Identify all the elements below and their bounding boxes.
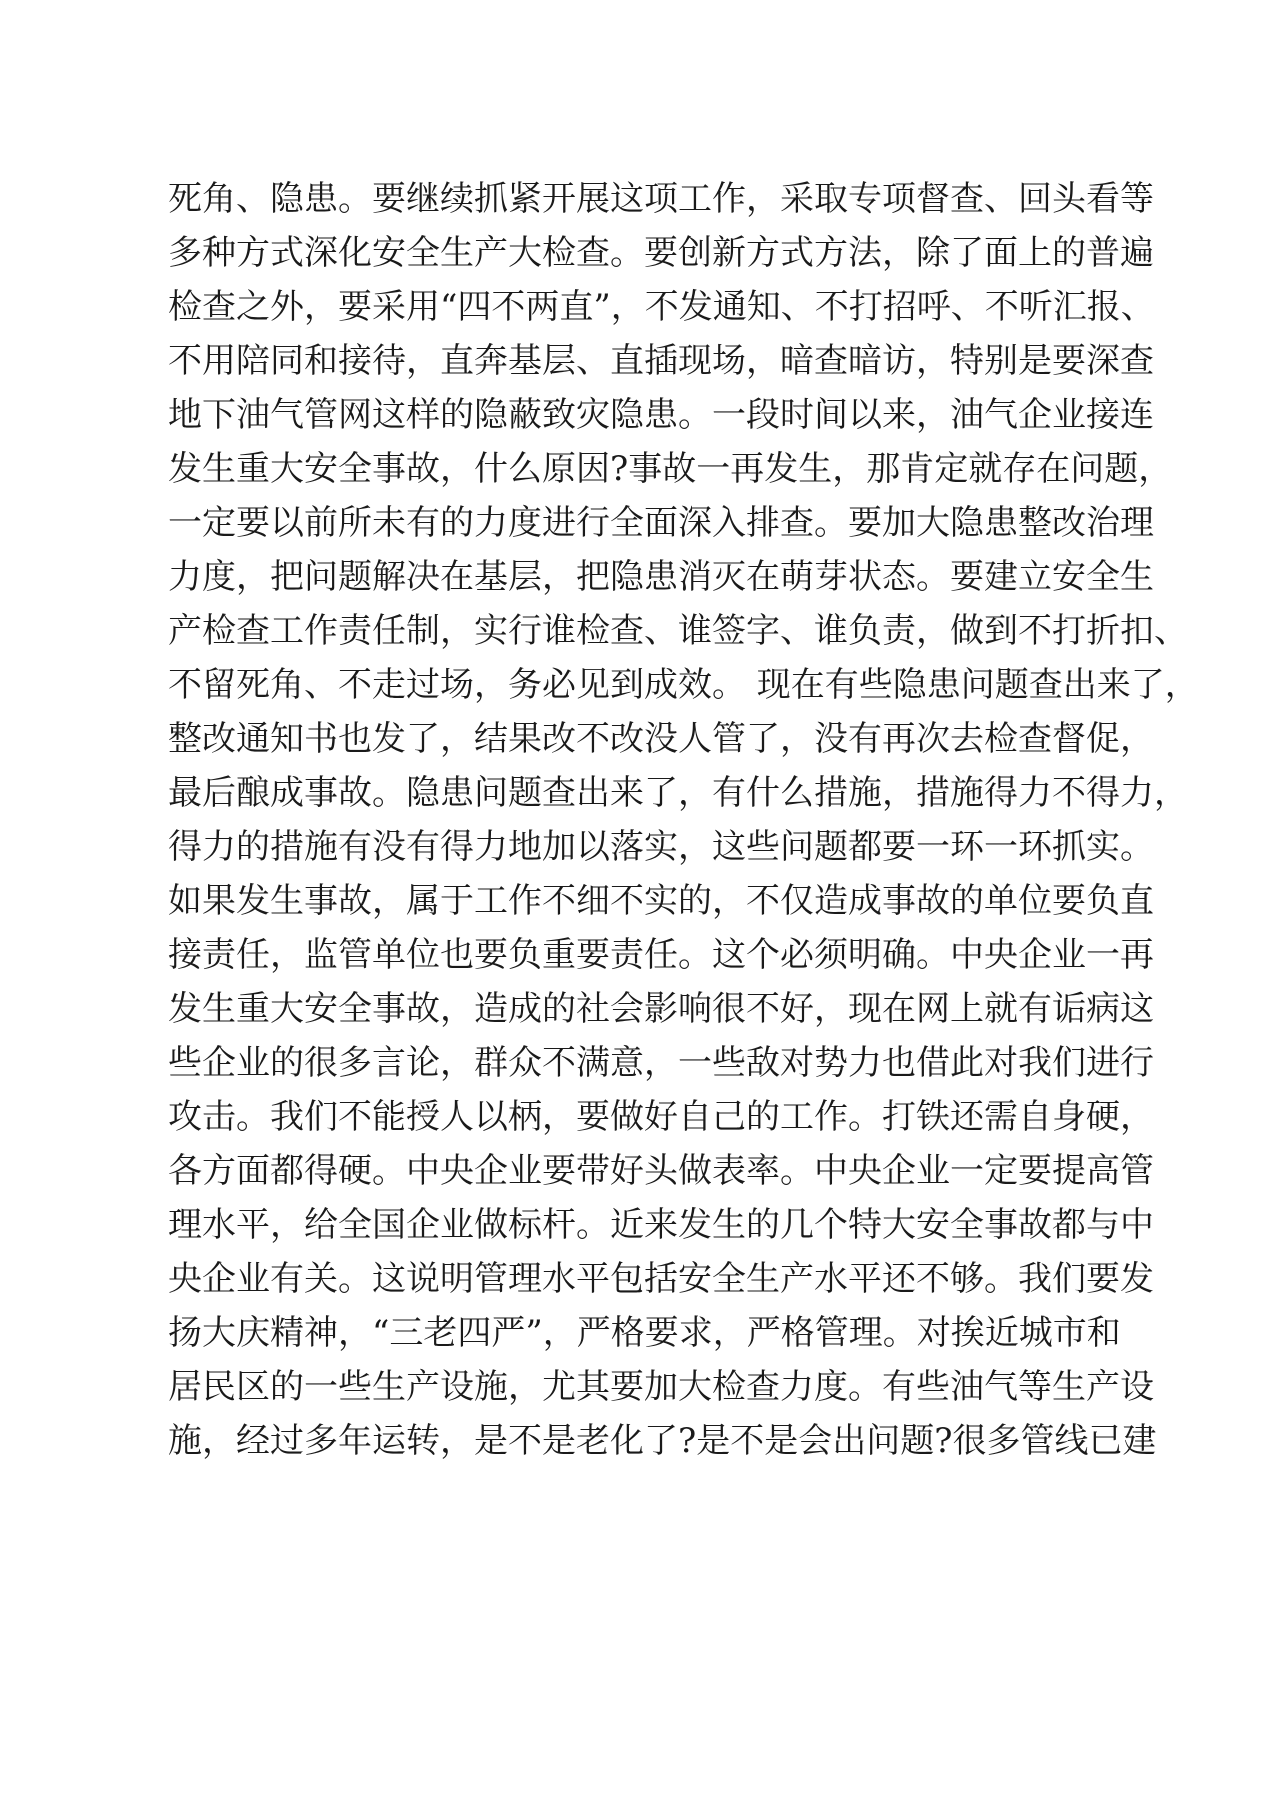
text-line: 些企业的很多言论，群众不满意，一些敌对势力也借此对我们进行: [168, 1043, 1154, 1083]
text-line: 接责任，监管单位也要负重要责任。这个必须明确。中央企业一再: [168, 935, 1154, 975]
text-line: 不留死角、不走过场，务必见到成效。 现在有些隐患问题查出来了，: [168, 665, 1199, 705]
text-line: 央企业有关。这说明管理水平包括安全生产水平还不够。我们要发: [168, 1259, 1154, 1299]
text-line: 多种方式深化安全生产大检查。要创新方式方法，除了面上的普遍: [168, 233, 1154, 273]
text-line: 不用陪同和接待，直奔基层、直插现场，暗查暗访，特别是要深查: [168, 341, 1154, 381]
text-line: 扬大庆精神，“三老四严”，严格要求，严格管理。对挨近城市和: [168, 1313, 1121, 1353]
text-line: 居民区的一些生产设施，尤其要加大检查力度。有些油气等生产设: [168, 1367, 1154, 1407]
text-line: 死角、隐患。要继续抓紧开展这项工作，采取专项督查、回头看等: [168, 179, 1154, 219]
text-line: 最后酿成事故。隐患问题查出来了，有什么措施，措施得力不得力，: [168, 773, 1188, 813]
text-line: 地下油气管网这样的隐蔽致灾隐患。一段时间以来，油气企业接连: [168, 395, 1154, 435]
text-line: 如果发生事故，属于工作不细不实的，不仅造成事故的单位要负直: [168, 881, 1154, 921]
text-line: 一定要以前所未有的力度进行全面深入排查。要加大隐患整改治理: [168, 503, 1154, 543]
text-line: 整改通知书也发了，结果改不改没人管了，没有再次去检查督促，: [168, 719, 1154, 759]
text-line: 攻击。我们不能授人以柄，要做好自己的工作。打铁还需自身硬，: [168, 1097, 1154, 1137]
text-line: 施，经过多年运转，是不是老化了?是不是会出问题?很多管线已建: [168, 1421, 1157, 1461]
text-line: 检查之外，要采用“四不两直”，不发通知、不打招呼、不听汇报、: [168, 287, 1155, 327]
body-text: [168, 172, 1199, 1468]
text-line: 得力的措施有没有得力地加以落实，这些问题都要一环一环抓实。: [168, 827, 1154, 867]
text-line: 理水平，给全国企业做标杆。近来发生的几个特大安全事故都与中: [168, 1205, 1154, 1245]
text-line: 各方面都得硬。中央企业要带好头做表率。中央企业一定要提高管: [168, 1151, 1154, 1191]
text-line: 发生重大安全事故，造成的社会影响很不好，现在网上就有诟病这: [168, 989, 1154, 1029]
text-line: 力度，把问题解决在基层，把隐患消灭在萌芽状态。要建立安全生: [168, 557, 1154, 597]
text-line: 产检查工作责任制，实行谁检查、谁签字、谁负责，做到不打折扣、: [168, 611, 1188, 651]
text-line: 发生重大安全事故，什么原因?事故一再发生，那肯定就存在问题，: [168, 449, 1173, 489]
